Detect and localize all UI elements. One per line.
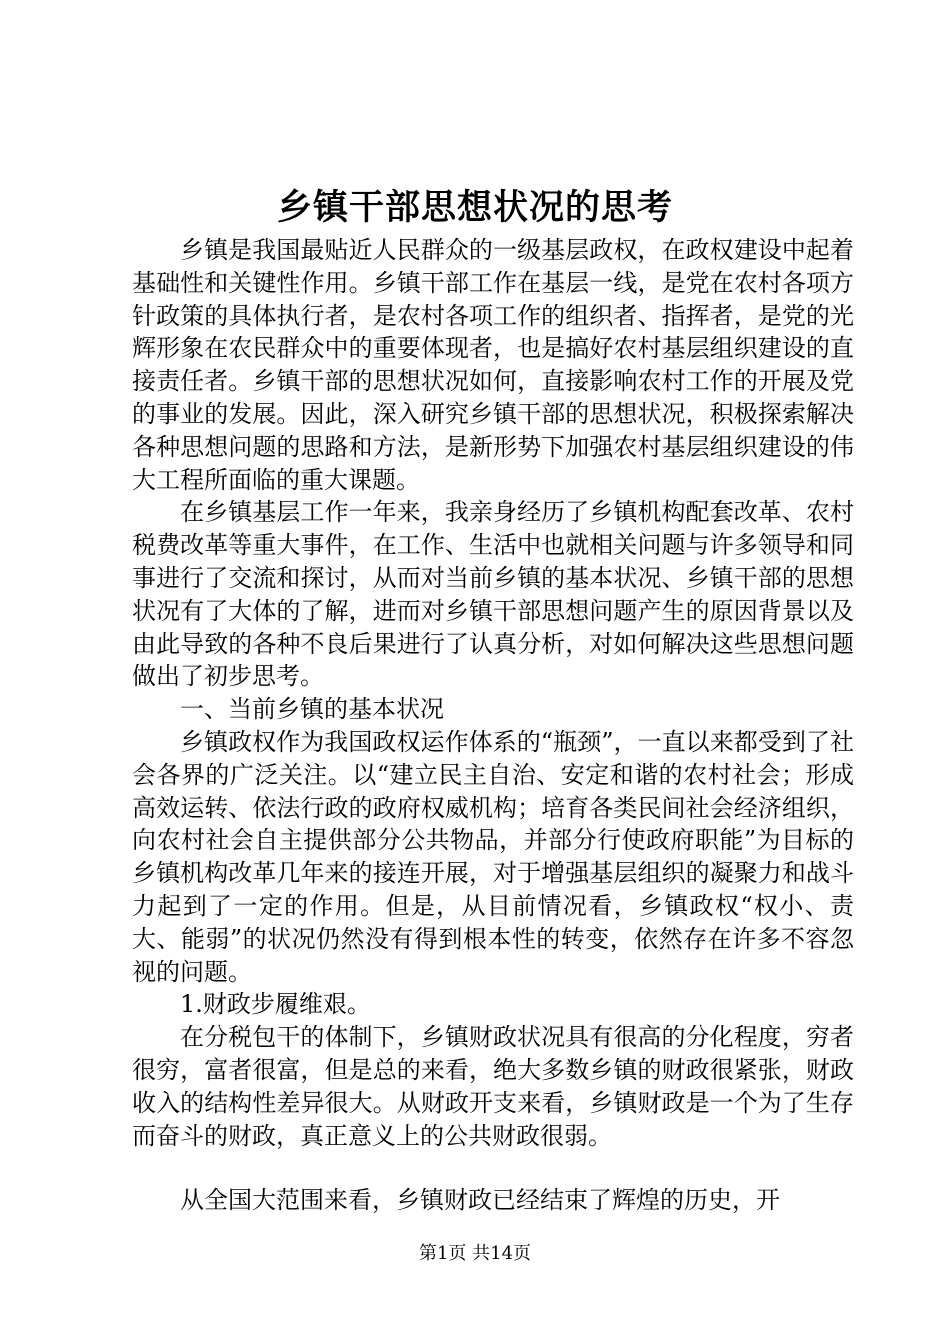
page-number-footer: 第1页 共14页 <box>418 1243 532 1264</box>
paragraph-township-power: 乡镇政权作为我国政权运作体系的“瓶颈”，一直以来都受到了社会各界的广泛关注。以“建立民主自治、安定和谐的农村社会；形成高效运转、依法行政的政府权威机构；培育各类民间社会经济组织，向农村社会自主提供部分公共物品，并部分行使政府职能”为目标的乡镇机构改革几年来的接连开展，对于增强基层组织的凝聚力和战斗力起到了一定的作用。但是，从目前情况看，乡镇政权“权小、责大、能弱”的状况仍然没有得到根本性的转变，依然存在许多不容忽视的问题。 <box>132 727 854 986</box>
section-heading-1: 一、当前乡镇的基本状况 <box>180 695 444 724</box>
paragraph-intro: 乡镇是我国最贴近人民群众的一级基层政权，在政权建设中起着基础性和关键性作用。乡镇干部工作在基层一线，是党在农村各项方针政策的具体执行者，是农村各项工作的组织者、指挥者，是党的光辉形象在农民群众中的重要体现者，也是搞好农村基层组织建设的直接责任者。乡镇干部的思想状况如何，直接影响农村工作的开展及党的事业的发展。因此，深入研究乡镇干部的思想状况，积极探索解决各种思想问题的思路和方法，是新形势下加强农村基层组织建设的伟大工程所面临的重大课题。 <box>132 236 854 494</box>
paragraph-national-scope: 从全国大范围来看，乡镇财政已经结束了辉煌的历史，开 <box>180 1186 780 1215</box>
document-body <box>132 234 854 1217</box>
paragraph-experience: 在乡镇基层工作一年来，我亲身经历了乡镇机构配套改革、农村税费改革等重大事件，在工作、生活中也就相关问题与许多领导和同事进行了交流和探讨，从而对当前乡镇的基本状况、乡镇干部的思想状况有了大体的了解，进而对乡镇干部思想问题产生的原因背景以及由此导致的各种不良后果进行了认真分析，对如何解决这些思想问题做出了初步思考。 <box>132 498 854 691</box>
subsection-heading-1: 1.财政步履维艰。 <box>180 990 371 1019</box>
paragraph-finance: 在分税包干的体制下，乡镇财政状况具有很高的分化程度，穷者很穷，富者很富，但是总的来看，绝大多数乡镇的财政很紧张，财政收入的结构性差异很大。从财政开支来看，乡镇财政是一个为了生存而奋斗的财政，真正意义上的公共财政很弱。 <box>132 1023 854 1150</box>
document-title: 乡镇干部思想状况的思考 <box>276 187 673 228</box>
